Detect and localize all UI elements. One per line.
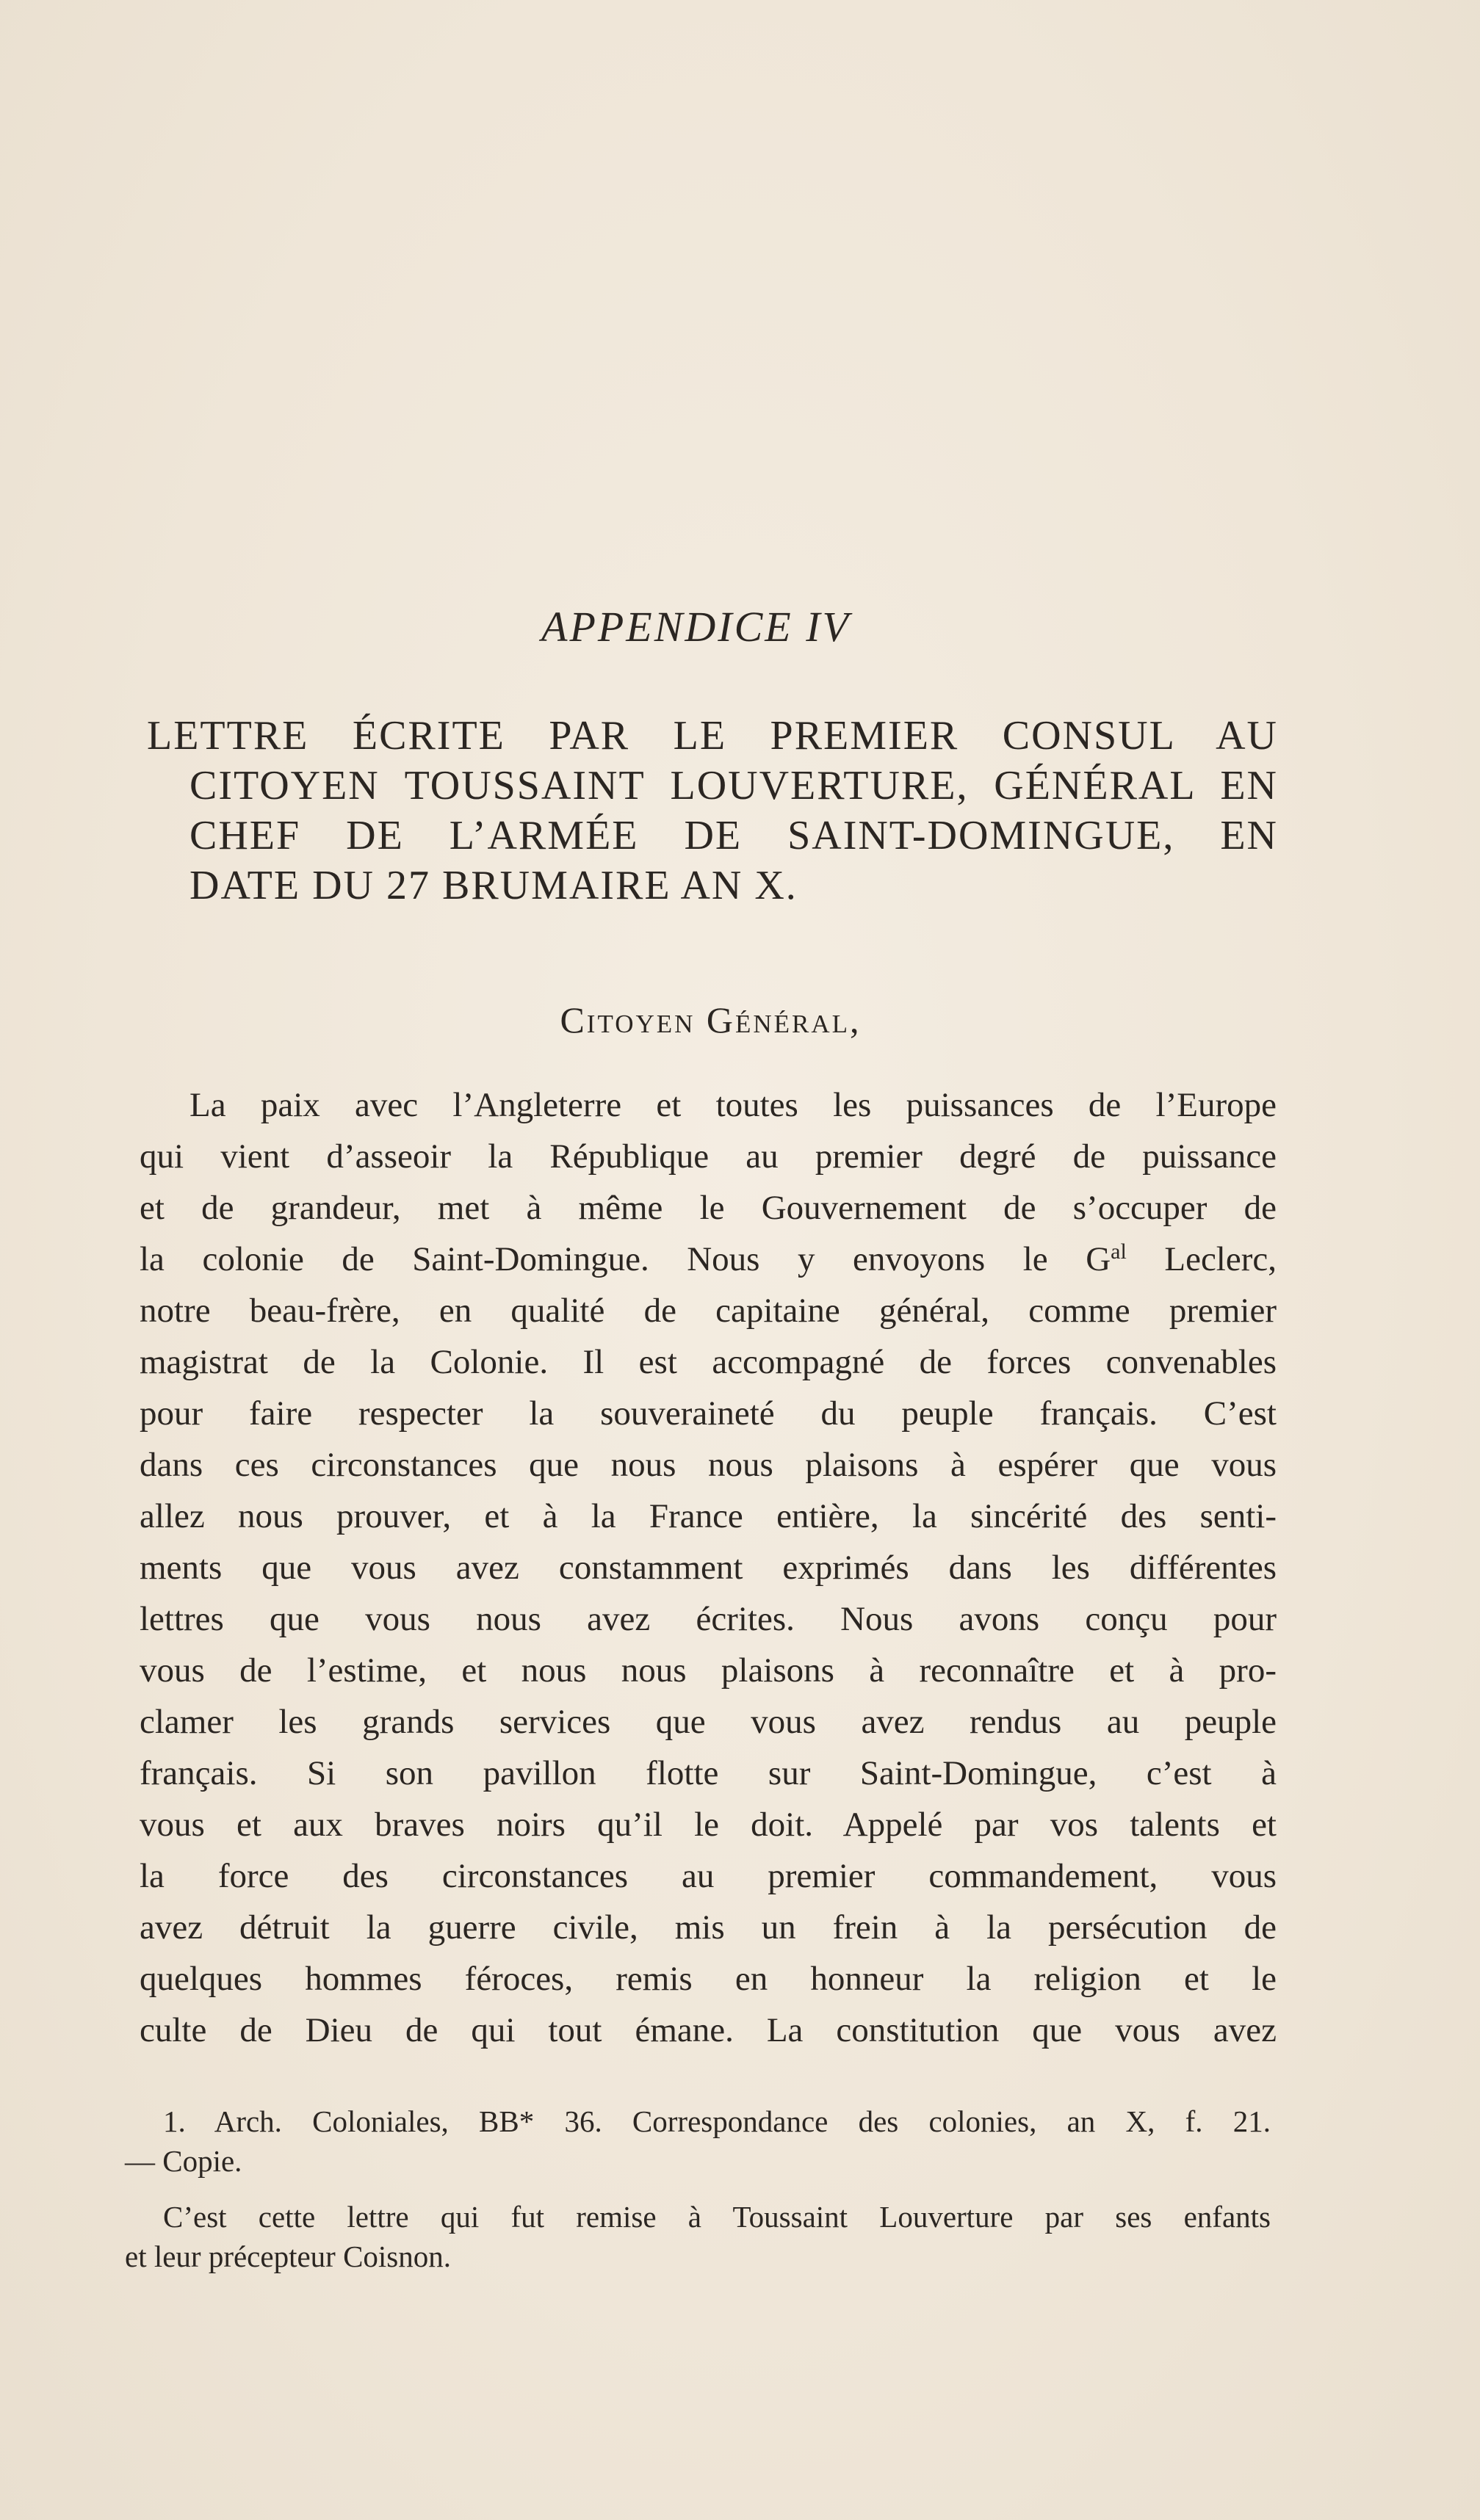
footnote-line: — Copie. xyxy=(125,2144,242,2178)
body-line: notre beau-frère, en qualité de capitaine général, comme premier xyxy=(140,1292,1277,1330)
salutation: Citoyen Général, xyxy=(560,999,862,1040)
footnote-line: C’est cette lettre qui fut remise à Toussaint Louverture par ses enfants xyxy=(163,2200,1271,2234)
body-line: lettres que vous nous avez écrites. Nous avons conçu pour xyxy=(140,1600,1277,1638)
letter-heading xyxy=(147,711,1278,910)
body-line: magistrat de la Colonie. Il est accompagné de forces convenables xyxy=(140,1343,1277,1381)
heading-line: CITOYEN TOUSSAINT LOUVERTURE, GÉNÉRAL EN xyxy=(189,763,1278,808)
body-line-text: la colonie de Saint-Domingue. Nous y envoyons le G xyxy=(140,1240,1111,1278)
body-line: dans ces circonstances que nous nous plaisons à espérer que vous xyxy=(140,1446,1277,1484)
body-line: culte de Dieu de qui tout émane. La constitution que vous avez xyxy=(140,2011,1277,2049)
footnote-line: 1. Arch. Coloniales, BB* 36. Correspondance des colonies, an X, f. 21. xyxy=(163,2104,1271,2138)
body-line: pour faire respecter la souveraineté du peuple français. C’est xyxy=(140,1394,1277,1433)
leclerc-name: Leclerc, xyxy=(1126,1240,1277,1278)
gal-superscript: al xyxy=(1111,1239,1127,1264)
letter-body xyxy=(140,1079,1277,2056)
body-line: quelques hommes féroces, remis en honneur la religion et le xyxy=(140,1960,1277,1998)
body-line: clamer les grands services que vous avez rendus au peuple xyxy=(140,1703,1277,1741)
footnote-line: et leur précepteur Coisnon. xyxy=(125,2240,452,2273)
body-line: La paix avec l’Angleterre et toutes les puissances de l’Europe xyxy=(189,1086,1277,1124)
body-line: la force des circonstances au premier commandement, vous xyxy=(140,1857,1277,1895)
body-line: avez détruit la guerre civile, mis un frein à la persécution de xyxy=(140,1908,1277,1947)
body-line: et de grandeur, met à même le Gouvernement de s’occuper de xyxy=(140,1189,1277,1227)
heading-line: LETTRE ÉCRITE PAR LE PREMIER CONSUL AU xyxy=(147,713,1278,758)
body-line: ments que vous avez constamment exprimés dans les différentes xyxy=(140,1549,1277,1587)
appendix-title: APPENDICE IV xyxy=(541,603,851,651)
heading-line: CHEF DE L’ARMÉE DE SAINT-DOMINGUE, EN xyxy=(189,813,1278,858)
body-line: vous de l’estime, et nous nous plaisons à reconnaître et à pro- xyxy=(140,1651,1277,1690)
heading-line: DATE DU 27 BRUMAIRE AN X. xyxy=(189,863,798,908)
body-line: allez nous prouver, et à la France entière, la sincérité des senti- xyxy=(140,1497,1277,1535)
body-line: vous et aux braves noirs qu’il le doit. Appelé par vos talents et xyxy=(140,1806,1277,1844)
body-line-leclerc xyxy=(140,1234,1277,1285)
footnotes xyxy=(125,2101,1271,2276)
body-line: qui vient d’asseoir la République au premier degré de puissance xyxy=(140,1137,1277,1176)
body-line: français. Si son pavillon flotte sur Saint-Domingue, c’est à xyxy=(140,1754,1277,1792)
